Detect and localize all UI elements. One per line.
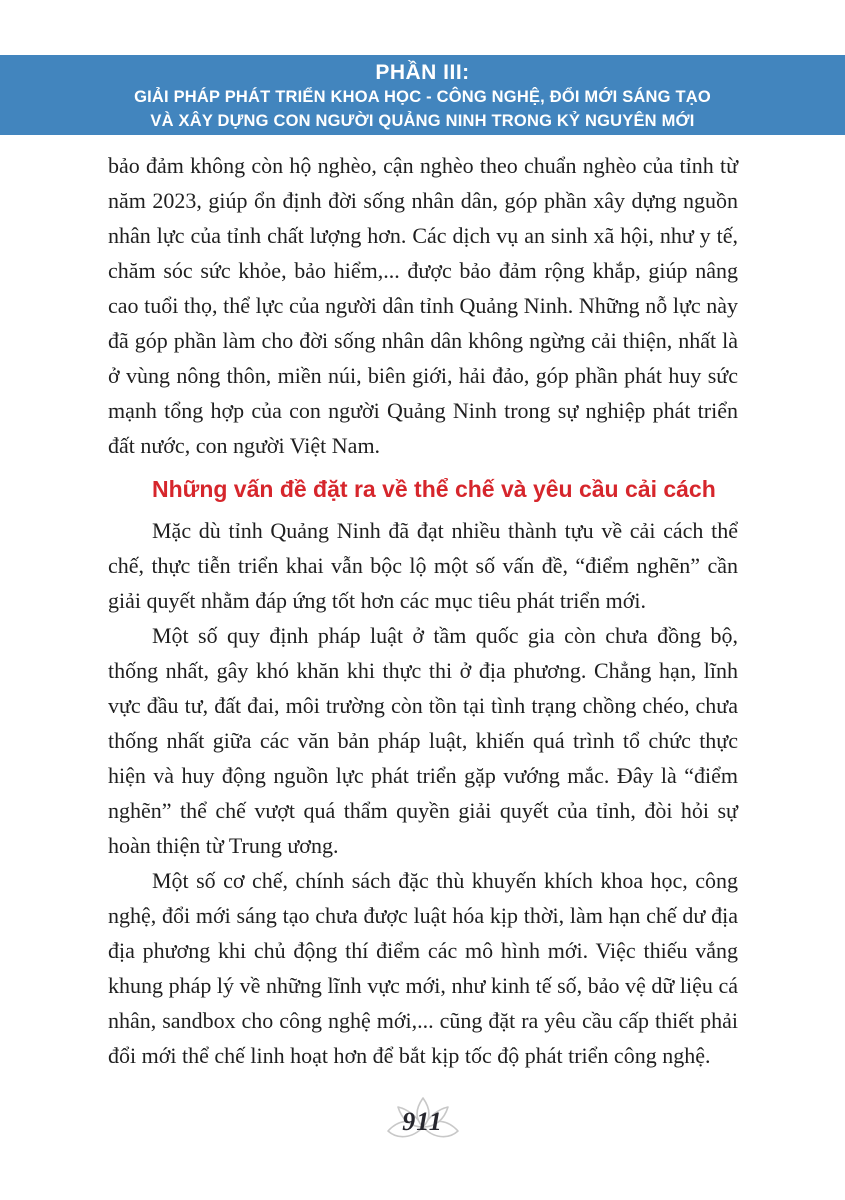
banner-subtitle-line1: GIẢI PHÁP PHÁT TRIỂN KHOA HỌC - CÔNG NGHỆ, ĐỔI MỚI SÁNG TẠO	[134, 87, 711, 107]
section-heading: Những vấn đề đặt ra về thể chế và yêu cầu cải cách	[152, 476, 716, 502]
paragraph: Một số quy định pháp luật ở tầm quốc gia còn chưa đồng bộ, thống nhất, gây khó khăn khi thực thi ở địa phương. Chẳng hạn, lĩnh vực đầu tư, đất đai, môi trường còn tồn tại tình trạng chồng chéo, chưa thống nhất giữa các văn bản pháp luật, khiến quá trình tổ chức thực hiện và huy động nguồn lực phát triển gặp vướng mắc. Đây là “điểm nghẽn” thể chế vượt quá thẩm quyền giải quyết của tỉnh, đòi hỏi sự hoàn thiện từ Trung ương.	[108, 623, 738, 858]
page-number-ornament	[385, 1095, 461, 1147]
section-banner	[0, 55, 845, 135]
paragraph: Một số cơ chế, chính sách đặc thù khuyến khích khoa học, công nghệ, đổi mới sáng tạo chưa được luật hóa kịp thời, làm hạn chế dư địa địa phương khi chủ động thí điểm các mô hình mới. Việc thiếu vắng khung pháp lý về những lĩnh vực mới, như kinh tế số, bảo vệ dữ liệu cá nhân, sandbox cho công nghệ mới,... cũng đặt ra yêu cầu cấp thiết phải đổi mới thể chế linh hoạt hơn để bắt kịp tốc độ phát triển công nghệ.	[108, 868, 738, 1068]
paragraph-continuation: bảo đảm không còn hộ nghèo, cận nghèo theo chuẩn nghèo của tỉnh từ năm 2023, giúp ổn định đời sống nhân dân, góp phần xây dựng nguồn nhân lực của tỉnh chất lượng hơn. Các dịch vụ an sinh xã hội, như y tế, chăm sóc sức khỏe, bảo hiểm,... được bảo đảm rộng khắp, giúp nâng cao tuổi thọ, thể lực của người dân tỉnh Quảng Ninh. Những nỗ lực này đã góp phần làm cho đời sống nhân dân không ngừng cải thiện, nhất là ở vùng nông thôn, miền núi, biên giới, hải đảo, góp phần phát huy sức mạnh tổng hợp của con người Quảng Ninh trong sự nghiệp phát triển đất nước, con người Việt Nam.	[108, 153, 738, 458]
paragraph: Mặc dù tỉnh Quảng Ninh đã đạt nhiều thành tựu về cải cách thể chế, thực tiễn triển khai vẫn bộc lộ một số vấn đề, “điểm nghẽn” cần giải quyết nhằm đáp ứng tốt hơn các mục tiêu phát triển mới.	[108, 518, 738, 613]
page-number: 911	[402, 1107, 443, 1136]
banner-part-label: PHẦN III:	[375, 61, 470, 84]
page-body	[108, 148, 738, 1073]
banner-subtitle-line2: VÀ XÂY DỰNG CON NGƯỜI QUẢNG NINH TRONG KỶ NGUYÊN MỚI	[150, 111, 695, 131]
page-footer	[0, 1095, 845, 1147]
